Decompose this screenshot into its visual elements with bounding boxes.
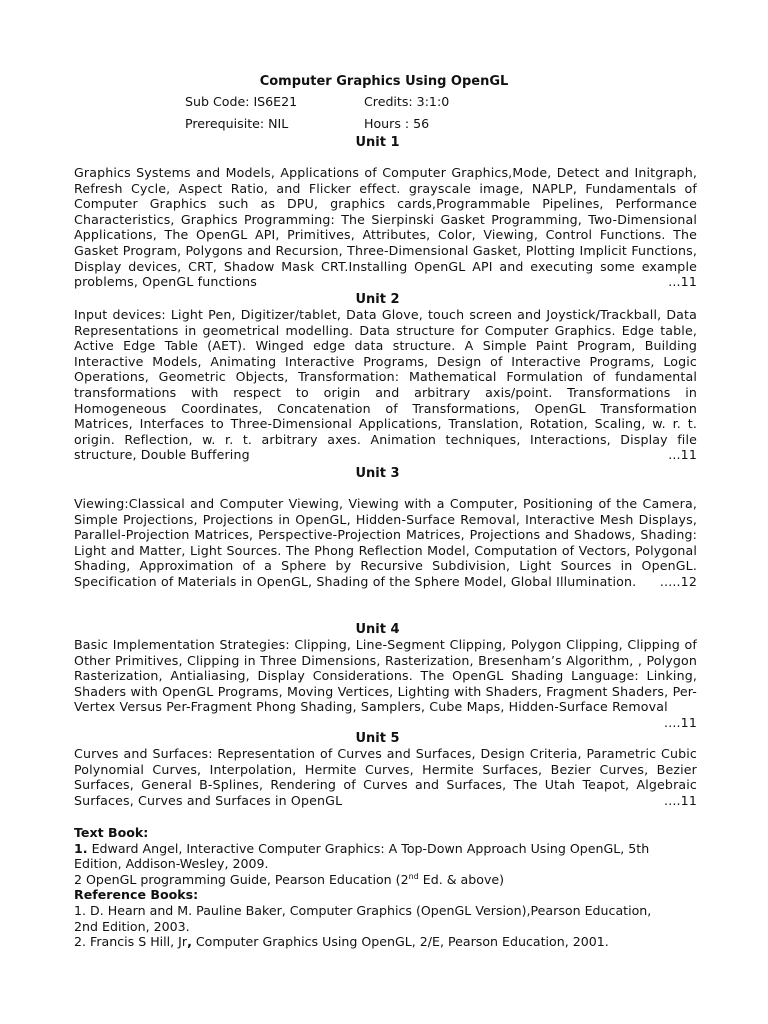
unit-2-hours: ...11 [668,447,697,463]
unit-4-content [74,637,697,731]
unit-1-heading: Unit 1 [355,135,400,150]
text-book-item-1 [74,841,714,857]
page-title: Computer Graphics Using OpenGL [259,74,509,89]
reference-book-item-1-line-1: 1. D. Hearn and M. Pauline Baker, Computer Graphics (OpenGL Version),Pearson Education, [74,902,652,918]
unit-4-heading: Unit 4 [355,622,400,637]
credits: Credits: 3:1:0 [364,94,450,109]
reference-book-item-1-line-2: 2nd Edition, 2003. [74,918,190,934]
text-book-heading: Text Book: [74,825,149,840]
text-book-item-1-number: 1. [74,840,88,856]
reference-book-item-2 [74,934,714,950]
hours: Hours : 56 [364,116,430,131]
unit-4-hours: ....11 [664,714,697,730]
sub-code: Sub Code: IS6E21 [185,94,298,109]
text-book-item-1-line-1: Edward Angel, Interactive Computer Graphics: A Top-Down Approach Using OpenGL, 5th [87,840,650,856]
reference-book-item-2-text: Computer Graphics Using OpenGL, 2/E, Pearson Education, 2001. [191,934,609,950]
unit-5-hours: ....11 [664,792,697,808]
reference-book-item-2-comma: , [187,934,192,950]
unit-3-heading: Unit 3 [355,466,400,481]
text-book-item-2-suffix: Ed. & above) [418,871,505,887]
text-book-item-2-superscript: nd [408,871,419,881]
unit-5-text: Curves and Surfaces: Representation of Curves and Surfaces, Design Criteria, Parametric Cubic Polynomial Curves, Interpolation, Hermite Curves, Hermite Surfaces, Bezier Curves, Bezier Surfaces, General B-Splines, Rendering of Curves and Surfaces, The Utah Teapot, Algebraic Surfaces, Curves and Surfaces in OpenGL [74,746,697,808]
unit-2-text: Input devices: Light Pen, Digitizer/tablet, Data Glove, touch screen and Joystick/Trackball, Data Representations in geometrical modelling. Data structure for Computer Graphics. Edge table, Active Edge Table (AET). Winged edge data structure. A Simple Paint Program, Building Interactive Models, Animating Interactive Programs, Design of Interactive Programs, Logic Operations, Geometric Objects, Transformation: Mathematical Formulation of fundamental transformations with respect to origin and arbitrary axis/point. Transformations in Homogeneous Coordinates, Concatenation of Transformations, OpenGL Transformation Matrices, Interfaces to Three-Dimensional Applications, Translation, Rotation, Scaling, w. r. t. origin. Reflection, w. r. t. arbitrary axes. Animation techniques, Interactions, Display file structure, Double Buffering [74,307,697,463]
reference-books-heading: Reference Books: [74,887,199,903]
unit-4-text: Basic Implementation Strategies: Clipping, Line-Segment Clipping, Polygon Clipping, Clipping of Other Primitives, Clipping in Three Dimensions, Rasterization, Bresenham’s Algorithm, , Polygon Rasterization, Antialiasing, Display Considerations. The OpenGL Shading Language: Linking, Shaders with OpenGL Programs, Moving Vertices, Lighting with Shaders, Fragment Shaders, Per-Vertex Versus Per-Fragment Phong Shading, Samplers, Cube Maps, Hidden-Surface Removal [74,637,697,715]
unit-3-text: Viewing:Classical and Computer Viewing, Viewing with a Computer, Positioning of the Camera, Simple Projections, Projections in OpenGL, Hidden-Surface Removal, Interactive Mesh Displays, Parallel-Projection Matrices, Perspective-Projection Matrices, Projections and Shadows, Shading: Light and Matter, Light Sources. The Phong Reflection Model, Computation of Vectors, Polygonal Shading, Approximation of a Sphere by Recursive Subdivision, Light Sources in OpenGL. Specification of Materials in OpenGL, Shading of the Sphere Model, Global Illumination. [74,496,697,589]
reference-book-item-2-author: 2. Francis S Hill, Jr [74,934,188,950]
unit-5-heading: Unit 5 [355,731,400,746]
unit-1-content [74,165,697,290]
unit-1-hours: ...11 [668,274,697,290]
unit-2-content [74,307,697,463]
unit-3-content [74,496,697,590]
text-book-item-2-text: 2 OpenGL programming Guide, Pearson Education (2 [74,871,409,887]
text-book-item-2 [74,872,714,888]
books-section [74,825,714,950]
unit-5-content [74,746,697,808]
unit-3-hours: .....12 [659,573,697,589]
text-book-item-1-line-2: Edition, Addison-Wesley, 2009. [74,856,269,872]
prerequisite: Prerequisite: NIL [185,116,289,131]
unit-2-heading: Unit 2 [355,292,400,307]
unit-1-text: Graphics Systems and Models, Applications of Computer Graphics,Mode, Detect and Initgraph, Refresh Cycle, Aspect Ratio, and Flicker effect. grayscale image, NAPLP, Fundamentals of Computer Graphics such as DPU, graphics cards,Programmable Pipelines, Performance Characteristics, Graphics Programming: The Sierpinski Gasket Programming, Two-Dimensional Applications, The OpenGL API, Primitives, Attributes, Color, Viewing, Control Functions. The Gasket Program, Polygons and Recursion, Three-Dimensional Gasket, Plotting Implicit Functions, Display devices, CRT, Shadow Mask CRT.Installing OpenGL API and executing some example problems, OpenGL functions [74,165,697,290]
